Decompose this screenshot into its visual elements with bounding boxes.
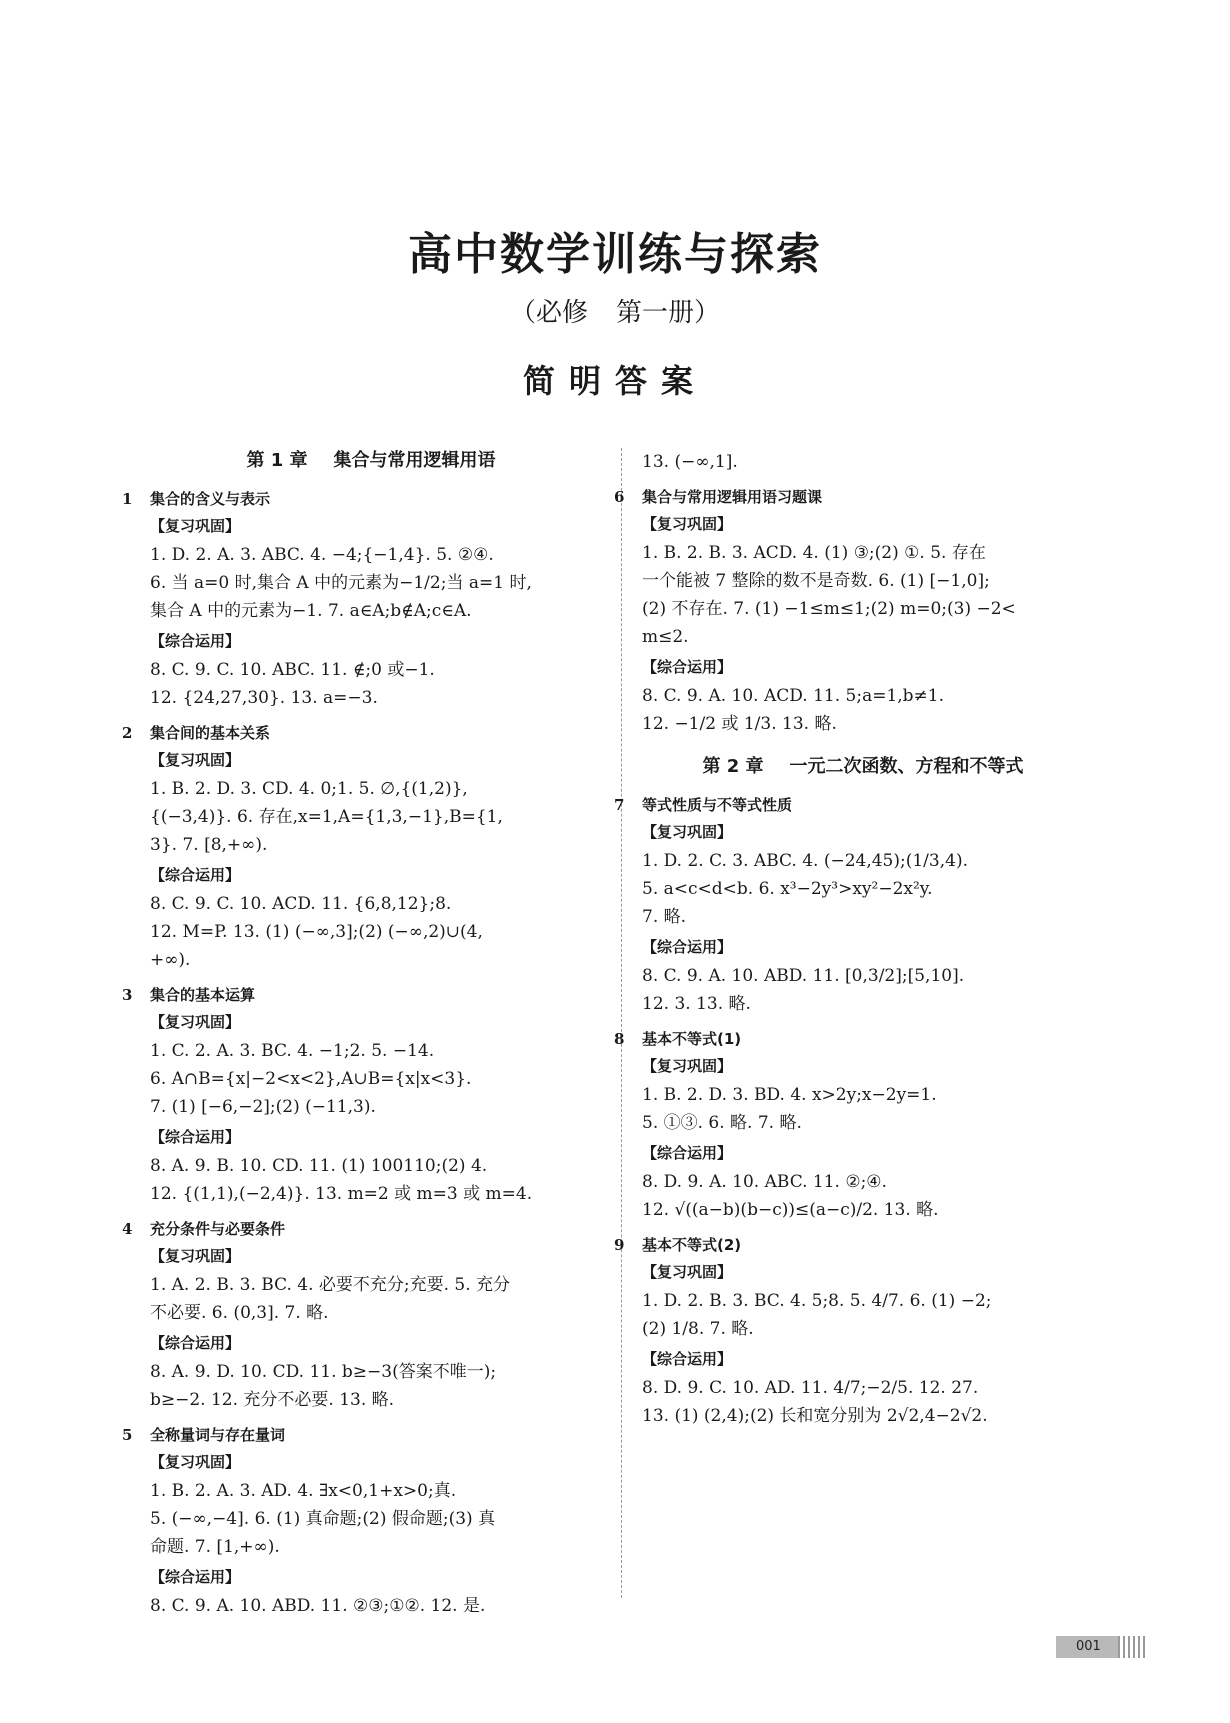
page-number: 001 xyxy=(1056,1636,1142,1658)
answer-line: 5. ①③. 6. 略. 7. 略. xyxy=(642,1113,802,1133)
answer-line: 7. (1) [−6,−2];(2) (−11,3). xyxy=(150,1097,376,1117)
answer-line: 集合 A 中的元素为−1. 7. a∈A;b∉A;c∈A. xyxy=(150,601,472,621)
section-number: 3 xyxy=(122,986,133,1004)
answer-line: 1. B. 2. D. 3. BD. 4. x>2y;x−2y=1. xyxy=(642,1085,937,1105)
right-column xyxy=(614,448,1084,1430)
section-number: 2 xyxy=(122,724,133,742)
subsection-tag: 【复习巩固】 xyxy=(150,1013,241,1031)
page-number-stripes xyxy=(1118,1636,1146,1658)
subsection-tag: 【复习巩固】 xyxy=(150,1247,241,1265)
answer-line: (2) 不存在. 7. (1) −1≤m≤1;(2) m=0;(3) −2< xyxy=(642,599,1016,619)
section-heading xyxy=(614,1234,1084,1255)
section-title: 等式性质与不等式性质 xyxy=(642,796,793,814)
section-heading xyxy=(122,984,592,1005)
left-column xyxy=(122,440,592,1620)
answer-line: 8. D. 9. C. 10. AD. 11. 4/7;−2/5. 12. 27. xyxy=(642,1378,979,1398)
answer-line: 12. {24,27,30}. 13. a=−3. xyxy=(150,688,378,708)
answer-line: 6. A∩B={x|−2<x<2},A∪B={x|x<3}. xyxy=(150,1069,472,1089)
section-heading xyxy=(614,1028,1084,1049)
section-title: 集合的含义与表示 xyxy=(150,490,271,508)
section-title: 集合的基本运算 xyxy=(150,986,256,1004)
answer-line: 1. B. 2. B. 3. ACD. 4. (1) ③;(2) ①. 5. 存在 xyxy=(642,543,986,563)
section-title: 基本不等式(2) xyxy=(642,1236,742,1254)
answer-line: 8. C. 9. A. 10. ABD. 11. ②③;①②. 12. 是. xyxy=(150,1596,486,1616)
chapter-2-heading xyxy=(642,752,1084,778)
answer-line: (2) 1/8. 7. 略. xyxy=(642,1319,754,1339)
section-number: 4 xyxy=(122,1220,133,1238)
answer-line: 3}. 7. [8,+∞). xyxy=(150,835,268,855)
subsection-tag: 【综合运用】 xyxy=(642,658,733,676)
answer-line: 1. B. 2. A. 3. AD. 4. ∃x<0,1+x>0;真. xyxy=(150,1481,457,1501)
answer-line: 1. D. 2. C. 3. ABC. 4. (−24,45);(1/3,4). xyxy=(642,851,968,871)
section-number: 9 xyxy=(614,1236,625,1254)
answer-line: m≤2. xyxy=(642,627,689,647)
subsection-tag: 【综合运用】 xyxy=(150,1128,241,1146)
answer-line: 1. C. 2. A. 3. BC. 4. −1;2. 5. −14. xyxy=(150,1041,435,1061)
subsection-tag: 【复习巩固】 xyxy=(150,1453,241,1471)
section-heading xyxy=(122,1424,592,1445)
answer-line: 1. D. 2. B. 3. BC. 4. 5;8. 5. 4/7. 6. (1) −2; xyxy=(642,1291,992,1311)
section-title: 全称量词与存在量词 xyxy=(150,1426,286,1444)
answer-line: 8. A. 9. B. 10. CD. 11. (1) 100110;(2) 4. xyxy=(150,1156,488,1176)
section-number: 7 xyxy=(614,796,625,814)
answer-line: 12. 3. 13. 略. xyxy=(642,994,751,1014)
section-heading xyxy=(614,794,1084,815)
section-heading xyxy=(122,1218,592,1239)
answer-line: 1. D. 2. A. 3. ABC. 4. −4;{−1,4}. 5. ②④. xyxy=(150,545,494,565)
section-number: 1 xyxy=(122,490,133,508)
answer-line: 6. 当 a=0 时,集合 A 中的元素为−1/2;当 a=1 时, xyxy=(150,573,532,593)
answer-line: 1. A. 2. B. 3. BC. 4. 必要不充分;充要. 5. 充分 xyxy=(150,1275,511,1295)
answer-line: 8. D. 9. A. 10. ABC. 11. ②;④. xyxy=(642,1172,887,1192)
subtitle-left: （必修 xyxy=(509,298,588,328)
subsection-tag: 【复习巩固】 xyxy=(150,517,241,535)
section-heading xyxy=(122,488,592,509)
chapter-title: 集合与常用逻辑用语 xyxy=(333,450,496,471)
answer-line: 不必要. 6. (0,3]. 7. 略. xyxy=(150,1303,329,1323)
answer-line: 12. M=P. 13. (1) (−∞,3];(2) (−∞,2)∪(4, xyxy=(150,922,483,942)
subsection-tag: 【综合运用】 xyxy=(150,866,241,884)
subsection-tag: 【综合运用】 xyxy=(150,632,241,650)
subsection-tag: 【复习巩固】 xyxy=(642,515,733,533)
subsection-tag: 【综合运用】 xyxy=(642,938,733,956)
page-title: 高中数学训练与探索 xyxy=(408,229,822,280)
answer-line: 5. (−∞,−4]. 6. (1) 真命题;(2) 假命题;(3) 真 xyxy=(150,1509,496,1529)
section-heading xyxy=(122,722,592,743)
section-title: 充分条件与必要条件 xyxy=(150,1220,286,1238)
answer-line: 7. 略. xyxy=(642,907,687,927)
answer-line: 1. B. 2. D. 3. CD. 4. 0;1. 5. ∅,{(1,2)}, xyxy=(150,779,468,799)
subsection-tag: 【综合运用】 xyxy=(642,1350,733,1368)
chapter-number: 第 1 章 xyxy=(246,450,308,471)
subsection-tag: 【复习巩固】 xyxy=(642,823,733,841)
answer-line: 8. C. 9. C. 10. ACD. 11. {6,8,12};8. xyxy=(150,894,452,914)
subsection-tag: 【综合运用】 xyxy=(150,1334,241,1352)
chapter-number: 第 2 章 xyxy=(702,756,764,777)
answer-line: 8. A. 9. D. 10. CD. 11. b≥−3(答案不唯一); xyxy=(150,1362,497,1382)
answer-line: b≥−2. 12. 充分不必要. 13. 略. xyxy=(150,1390,395,1410)
section-number: 5 xyxy=(122,1426,133,1444)
subsection-tag: 【综合运用】 xyxy=(642,1144,733,1162)
answer-line: +∞). xyxy=(150,950,191,970)
chapter-title: 一元二次函数、方程和不等式 xyxy=(789,756,1024,777)
section-number: 6 xyxy=(614,488,625,506)
subsection-tag: 【复习巩固】 xyxy=(642,1057,733,1075)
answer-line: 12. √((a−b)(b−c))≤(a−c)/2. 13. 略. xyxy=(642,1200,939,1220)
answer-line: 5. a<c<d<b. 6. x³−2y³>xy²−2x²y. xyxy=(642,879,933,899)
section-title: 集合与常用逻辑用语习题课 xyxy=(642,488,823,506)
answer-line: 一个能被 7 整除的数不是奇数. 6. (1) [−1,0]; xyxy=(642,571,990,591)
page-subtitle xyxy=(0,292,1230,329)
answer-line: 8. C. 9. A. 10. ACD. 11. 5;a=1,b≠1. xyxy=(642,686,945,706)
section-number: 8 xyxy=(614,1030,625,1048)
answers-heading: 简明答案 xyxy=(522,362,707,400)
section-title: 集合间的基本关系 xyxy=(150,724,271,742)
answer-line: 13. (−∞,1]. xyxy=(642,452,738,472)
answer-line: 命题. 7. [1,+∞). xyxy=(150,1537,280,1557)
subsection-tag: 【综合运用】 xyxy=(150,1568,241,1586)
subsection-tag: 【复习巩固】 xyxy=(642,1263,733,1281)
section-heading xyxy=(614,486,1084,507)
answer-line: 12. −1/2 或 1/3. 13. 略. xyxy=(642,714,837,734)
subtitle-right: 第一册） xyxy=(616,298,721,328)
subsection-tag: 【复习巩固】 xyxy=(150,751,241,769)
column-divider xyxy=(621,448,622,1598)
answer-line: {(−3,4)}. 6. 存在,x=1,A={1,3,−1},B={1, xyxy=(150,807,503,827)
section-title: 基本不等式(1) xyxy=(642,1030,742,1048)
chapter-1-heading xyxy=(150,446,592,472)
answer-line: 13. (1) (2,4);(2) 长和宽分别为 2√2,4−2√2. xyxy=(642,1406,988,1426)
answer-line: 12. {(1,1),(−2,4)}. 13. m=2 或 m=3 或 m=4. xyxy=(150,1184,533,1204)
answer-line: 8. C. 9. A. 10. ABD. 11. [0,3/2];[5,10]. xyxy=(642,966,965,986)
answer-line: 8. C. 9. C. 10. ABC. 11. ∉;0 或−1. xyxy=(150,660,435,680)
